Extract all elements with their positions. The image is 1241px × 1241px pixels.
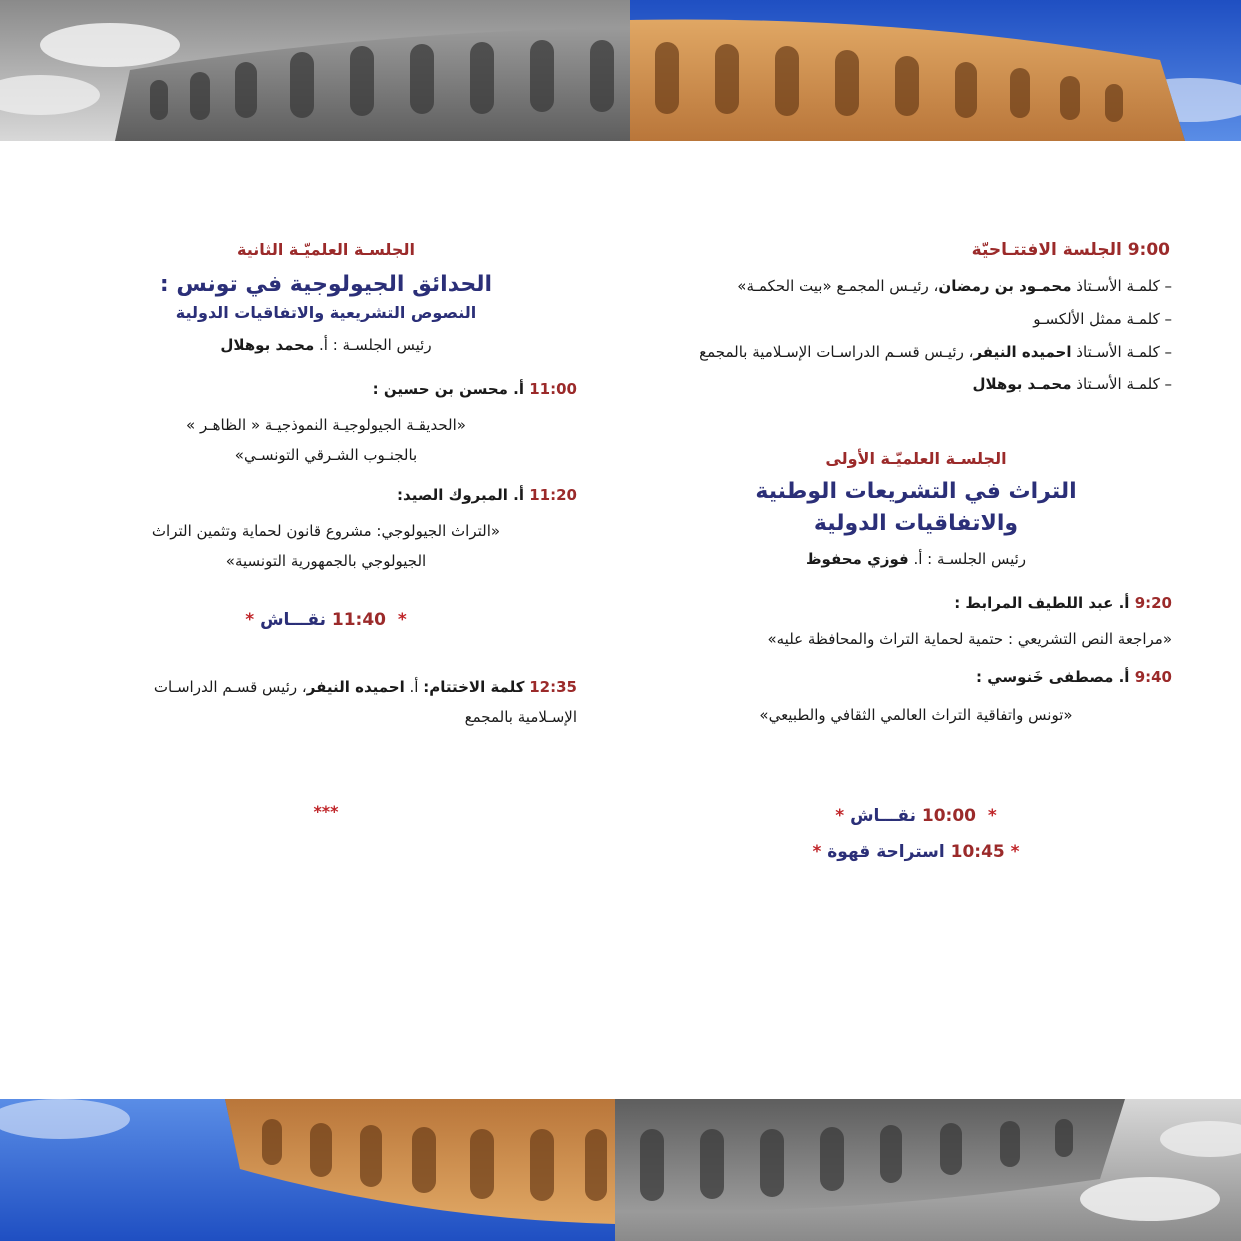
left-column xyxy=(75,240,577,821)
closing-name: احميده النيفر xyxy=(306,678,405,696)
session1-talks xyxy=(660,588,1172,730)
coffee-line: * 10:45 استراحة قهوة * xyxy=(812,842,1020,862)
session2-talks xyxy=(75,374,577,576)
talk-speaker xyxy=(75,480,577,510)
chair-label: رئيس الجلسـة : أ. xyxy=(314,336,432,354)
closing-prefix: أ. xyxy=(404,678,424,696)
chair-name: محمد بوهلال xyxy=(220,336,315,354)
session1-title-line2: والاتفاقيات الدولية xyxy=(813,511,1019,536)
session2-block xyxy=(75,240,577,354)
discussion-line: * 10:00 نقـــاش * xyxy=(835,806,997,826)
speaker-name: أ. المبروك الصيد: xyxy=(397,486,525,504)
item-prefix: كلمـة الأسـتاذ xyxy=(1071,375,1160,393)
talk-time: 9:20 xyxy=(1134,594,1172,612)
opening-item: – كلمـة الأسـتاذ محمـود بن رمضان، رئيـس المجمـع «بيت الحكمـة» xyxy=(737,277,1172,295)
opening-heading xyxy=(660,240,1170,260)
talk-topic-line1: «الحديقـة الجيولوجيـة النموذجيـة « الظاهـر » xyxy=(186,416,466,434)
opening-title: الجلسة الافتتـاحيّة xyxy=(971,240,1122,260)
discussion-time: 11:40 xyxy=(331,610,387,630)
item-suffix: ، رئيـس المجمـع «بيت الحكمـة» xyxy=(737,277,939,295)
speaker-name: أ. محسن بن حسين : xyxy=(372,380,525,398)
session2-heading: الجلسـة العلميّـة الثانية xyxy=(237,240,415,259)
talk-time: 11:00 xyxy=(529,380,577,398)
item-name: محمـد بوهلال xyxy=(972,375,1072,393)
talk-speaker xyxy=(75,374,577,404)
item-suffix: ، رئيـس قسـم الدراسـات الإسـلامية بالمجمع xyxy=(699,343,974,361)
talk-time: 11:20 xyxy=(529,486,577,504)
top-banner-image xyxy=(0,0,1241,141)
talk-topic-line1: «التراث الجيولوجي: مشروع قانون لحماية وتثمين التراث xyxy=(151,522,501,540)
coffee-time: 10:45 xyxy=(950,842,1005,862)
closing-line2: الإسـلامية بالمجمع xyxy=(464,708,577,726)
opening-list xyxy=(660,270,1172,401)
item-name: محمـود بن رمضان xyxy=(938,277,1072,295)
talk-topic-line2: الجيولوجي بالجمهورية التونسية» xyxy=(225,552,427,570)
speaker-name: أ. عبد اللطيف المرابط : xyxy=(954,594,1130,612)
speaker-name: أ. مصطفى خَنوسي : xyxy=(976,668,1130,686)
talk-time: 9:40 xyxy=(1134,668,1172,686)
item-prefix: كلمـة ممثل الألكسـو xyxy=(1033,310,1160,328)
session2-chair xyxy=(75,336,577,354)
right-column xyxy=(660,240,1172,862)
separator-stars: *** xyxy=(313,802,339,821)
opening-time: 9:00 xyxy=(1127,240,1170,260)
opening-item: – كلمـة الأسـتاذ محمـد بوهلال xyxy=(972,375,1172,393)
closing-block xyxy=(75,672,577,732)
discussion-label: نقـــاش xyxy=(850,806,916,826)
session1-breaks xyxy=(660,806,1172,862)
discussion-line: * 11:40 نقـــاش * xyxy=(245,610,407,630)
session1-title-line1: التراث في التشريعات الوطنية xyxy=(755,479,1077,504)
closing-rest: ، رئيس قسـم الدراسـات xyxy=(153,678,307,696)
session1-heading: الجلسـة العلميّـة الأولى xyxy=(825,449,1007,468)
talk-topic-line2: بالجنـوب الشـرقي التونسـي» xyxy=(234,446,418,464)
item-name: احميده النيفر xyxy=(973,343,1072,361)
talk-topic: «مراجعة النص التشريعي : حتمية لحماية التراث والمحافظة عليه» xyxy=(767,630,1172,648)
session2-discussion xyxy=(75,610,577,630)
closing-label: كلمة الاختتام: xyxy=(423,678,525,696)
chair-label: رئيس الجلسـة : أ. xyxy=(908,550,1027,568)
item-prefix: كلمـة الأسـتاذ xyxy=(1071,343,1160,361)
talk-speaker xyxy=(660,662,1172,692)
coffee-label: استراحة قهوة xyxy=(827,842,945,862)
session2-title-line2: النصوص التشريعية والاتفاقيات الدولية xyxy=(175,303,477,322)
discussion-time: 10:00 xyxy=(921,806,977,826)
closing-line1 xyxy=(75,672,577,702)
discussion-label: نقـــاش xyxy=(260,610,326,630)
item-prefix: كلمـة الأسـتاذ xyxy=(1071,277,1160,295)
closing-time: 12:35 xyxy=(529,678,577,696)
bottom-banner-image xyxy=(0,1099,1241,1241)
session1-chair xyxy=(660,550,1172,568)
talk-speaker xyxy=(660,588,1172,618)
opening-item: – كلمـة الأسـتاذ احميده النيفر، رئيـس قسـم الدراسـات الإسـلامية بالمجمع xyxy=(699,343,1172,361)
opening-item: – كلمـة ممثل الألكسـو xyxy=(1033,310,1172,328)
chair-name: فوزي محفوظ xyxy=(805,550,909,568)
session1-block xyxy=(660,449,1172,568)
talk-topic: «تونس واتفاقية التراث العالمي الثقافي والطبيعي» xyxy=(759,706,1073,724)
session2-title-line1: الحدائق الجيولوجية في تونس : xyxy=(159,272,493,297)
